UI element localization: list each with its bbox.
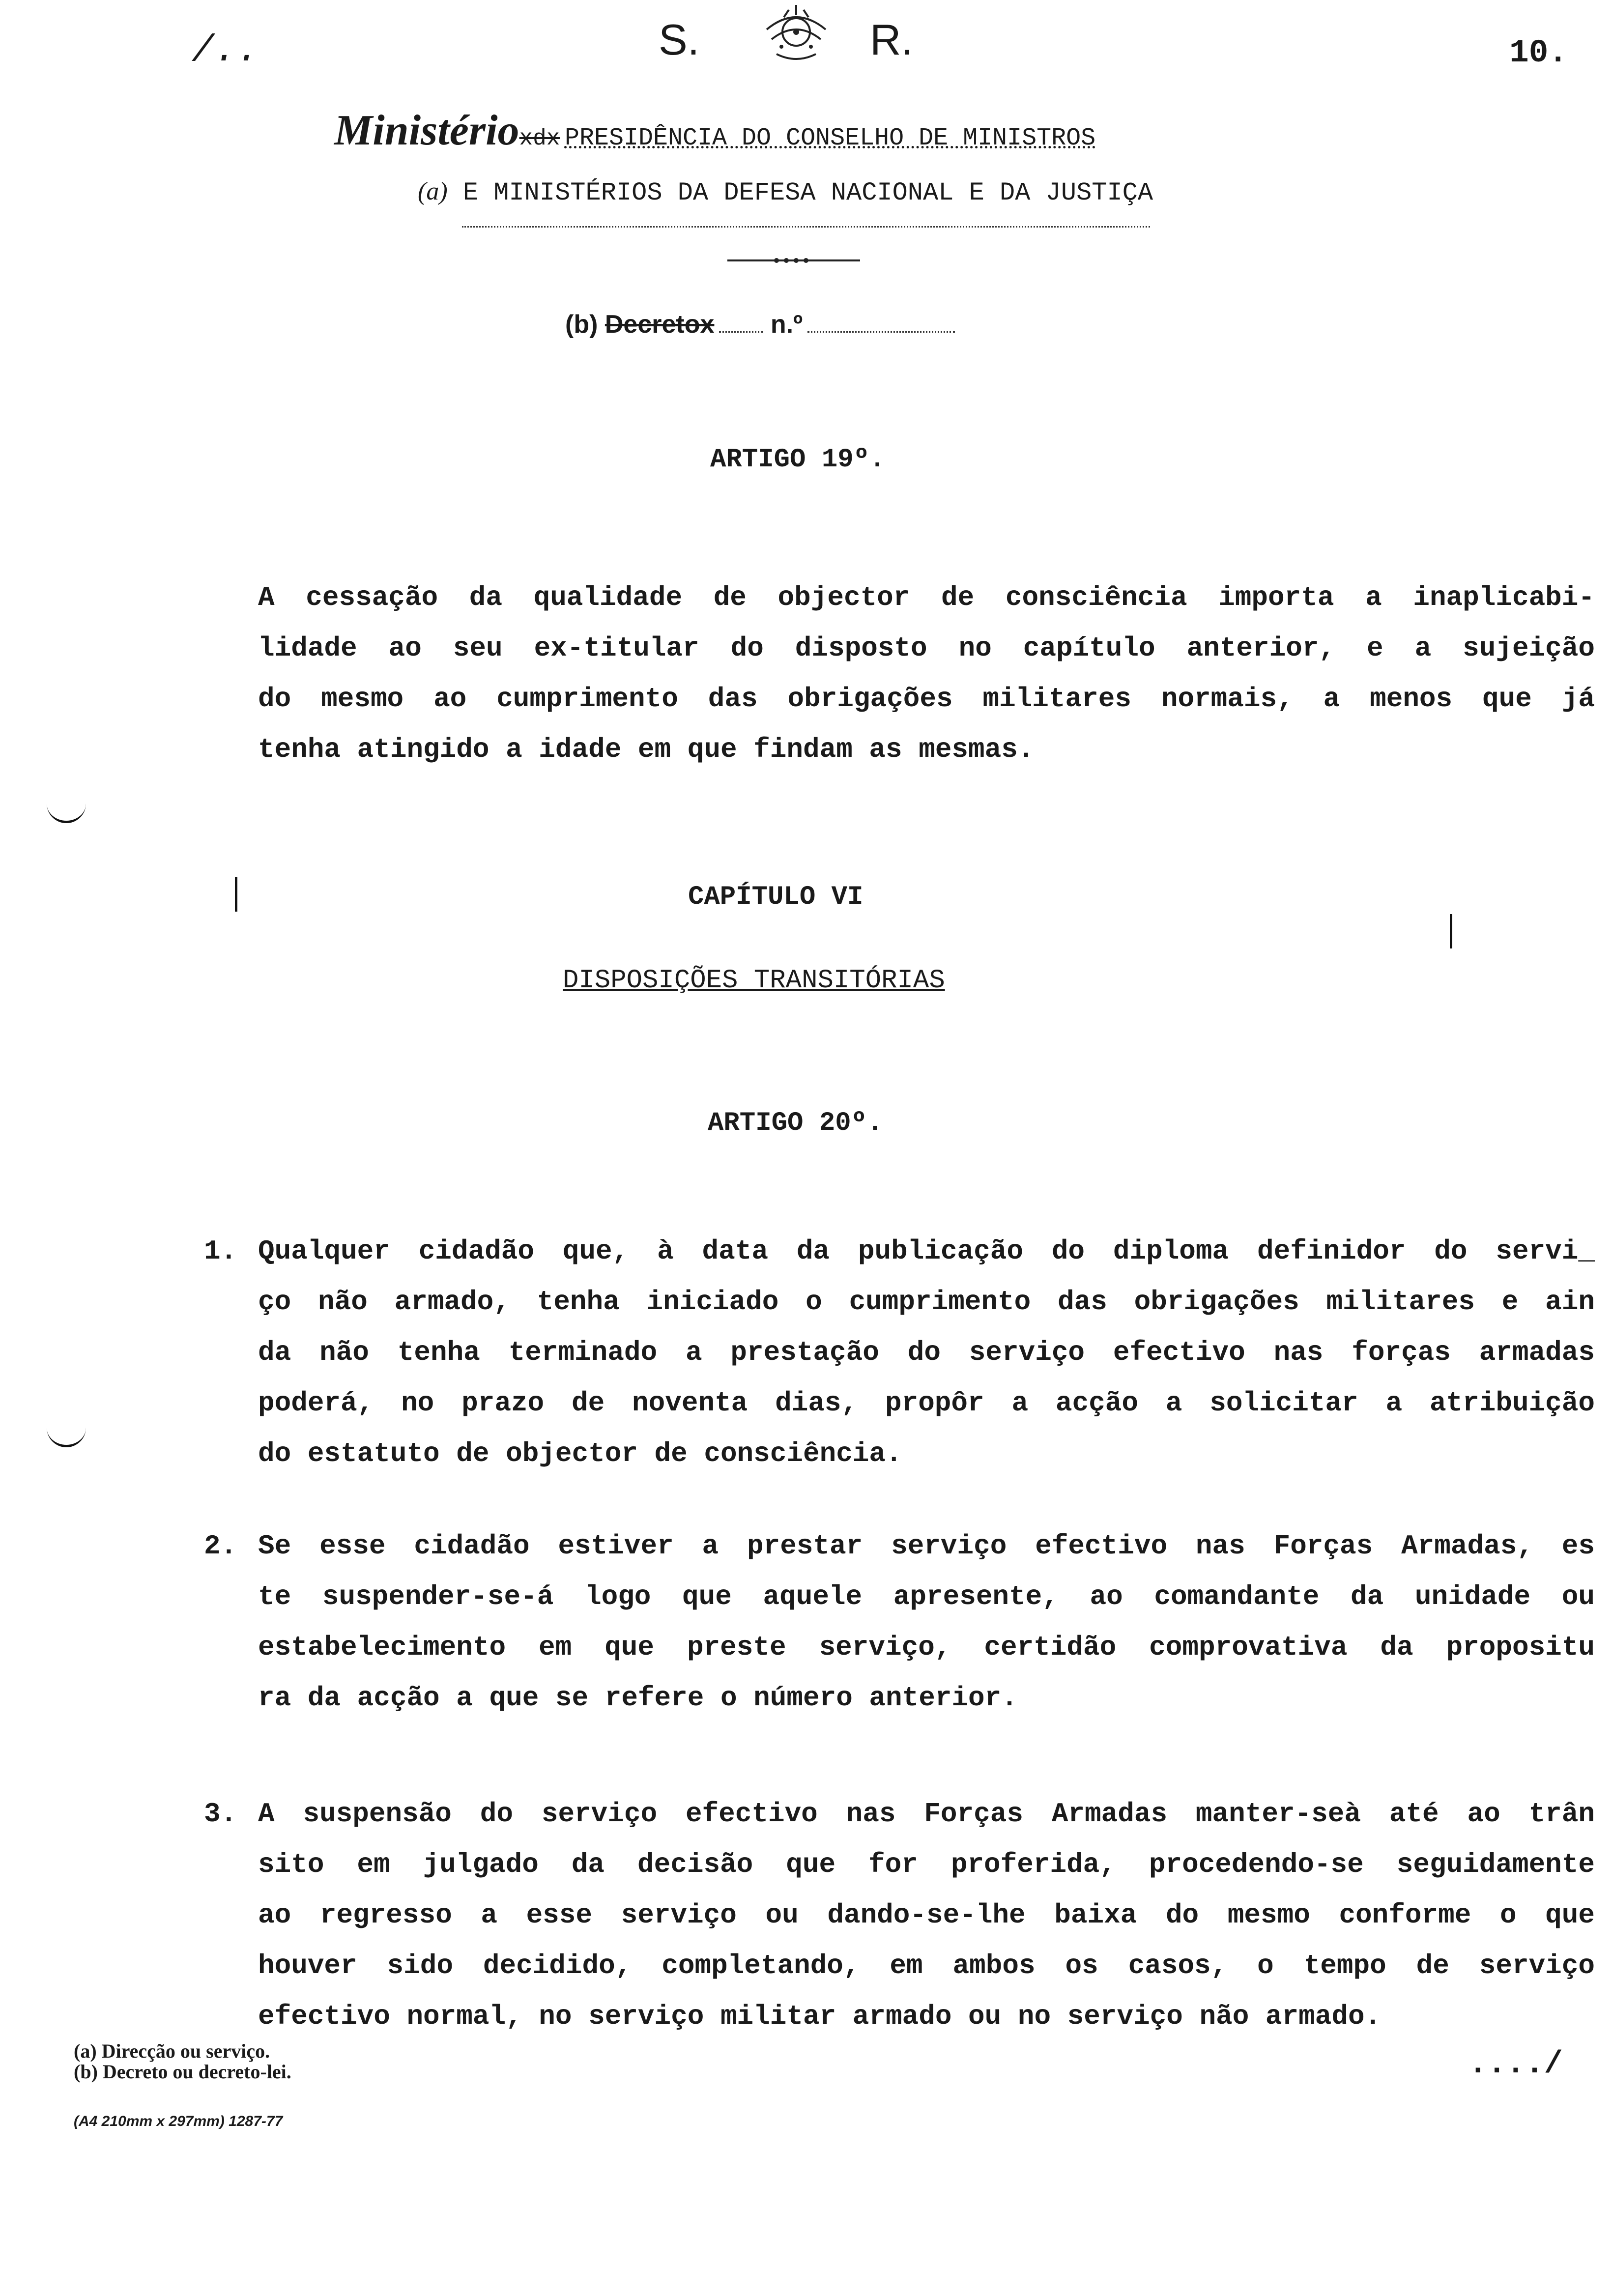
ministries-subheading xyxy=(418,177,1153,207)
header-divider xyxy=(462,226,1150,228)
paragraph-line: tenha atingido a idade em que findam as mesmas. xyxy=(258,734,1035,765)
ornament-divider-icon xyxy=(727,256,860,265)
paragraph-line: do mesmo ao cumprimento das obrigações militares normais, a menos que já xyxy=(258,683,1595,715)
footnote-mark-a: (a) xyxy=(418,177,448,205)
ministry-word: Ministério xyxy=(334,107,519,154)
form-size-note: (A4 210mm x 297mm) 1287-77 xyxy=(74,2113,283,2129)
decree-blank-2 xyxy=(807,331,955,333)
footnote-b: (b) Decreto ou decreto-lei. xyxy=(74,2061,291,2083)
ministry-overstrike: xdx xyxy=(519,126,560,151)
decree-word: Decretox xyxy=(604,310,715,339)
article-20-item-3 xyxy=(204,1789,1595,2042)
paragraph-line: houver sido decidido, completando, em ambos os casos, o tempo de serviço xyxy=(258,1950,1595,1981)
paragraph-line: te suspender-se-á logo que aquele apresente, ao comandante da unidade ou xyxy=(258,1581,1595,1612)
ministry-heading xyxy=(334,106,1095,155)
page-number: 10. xyxy=(1509,34,1568,71)
ministry-name: PRESIDÊNCIA DO CONSELHO DE MINISTROS xyxy=(564,124,1096,152)
paragraph-line: efectivo normal, no serviço militar armado ou no serviço não armado. xyxy=(258,2001,1382,2032)
coat-of-arms-icon xyxy=(747,0,845,64)
paragraph-line: ra da acção a que se refere o número anterior. xyxy=(258,1682,1018,1714)
paragraph-line: sito em julgado da decisão que for proferida, procedendo-se seguidamente xyxy=(258,1849,1595,1880)
paragraph-line: Qualquer cidadão que, à data da publicação do diploma definidor do servi_ xyxy=(258,1235,1595,1267)
article-20-item-2 xyxy=(204,1521,1595,1723)
paragraph-line: do estatuto de objector de consciência. xyxy=(258,1438,902,1469)
margin-mark xyxy=(47,1425,86,1447)
section-title: DISPOSIÇÕES TRANSITÓRIAS xyxy=(563,966,945,996)
decree-number-label: n.º xyxy=(770,310,803,339)
article-19-paragraph xyxy=(258,573,1595,775)
paragraph-line: ço não armado, tenha iniciado o cumprimento das obrigações militares e ain xyxy=(258,1286,1595,1318)
paragraph-line: lidade ao seu ex-titular do disposto no capítulo anterior, e a sujeição xyxy=(258,632,1595,664)
paragraph-line: poderá, no prazo de noventa dias, propôr a acção a solicitar a atribuição xyxy=(258,1387,1595,1419)
margin-mark xyxy=(1450,914,1452,948)
paragraph-line: ao regresso a esse serviço ou dando-se-lhe baixa do mesmo conforme o que xyxy=(258,1899,1595,1931)
chapter-title: CAPÍTULO VI xyxy=(688,882,864,912)
continuation-mark: ..../ xyxy=(1468,2047,1563,2082)
article-20-item-1 xyxy=(204,1226,1595,1479)
sr-left-letter: S. xyxy=(659,15,700,64)
footnote-a: (a) Direcção ou serviço. xyxy=(74,2040,270,2062)
decree-blank-1 xyxy=(719,331,763,333)
article-20-title: ARTIGO 20º. xyxy=(708,1108,883,1138)
item-number: 2. xyxy=(204,1530,237,1562)
margin-mark xyxy=(235,877,237,912)
margin-mark xyxy=(47,801,86,823)
ministries-text: E MINISTÉRIOS DA DEFESA NACIONAL E DA JUSTIÇA xyxy=(462,178,1153,207)
article-19-title: ARTIGO 19º. xyxy=(710,445,886,475)
decree-line xyxy=(565,310,955,339)
paragraph-line: estabelecimento em que preste serviço, certidão comprovativa da propositu xyxy=(258,1632,1595,1663)
item-number: 3. xyxy=(204,1798,237,1830)
paragraph-line: Se esse cidadão estiver a prestar serviço efectivo nas Forças Armadas, es xyxy=(258,1530,1595,1562)
footnote-mark-b: (b) xyxy=(565,310,598,339)
item-number: 1. xyxy=(204,1235,237,1267)
paragraph-line: da não tenha terminado a prestação do serviço efectivo nas forças armadas xyxy=(258,1337,1595,1368)
top-left-mark: /.. xyxy=(192,29,259,72)
paragraph-line: A suspensão do serviço efectivo nas Forças Armadas manter-seà até ao trân xyxy=(258,1798,1595,1830)
sr-right-letter: R. xyxy=(870,15,913,64)
paragraph-line: A cessação da qualidade de objector de consciência importa a inaplicabi- xyxy=(258,582,1595,613)
